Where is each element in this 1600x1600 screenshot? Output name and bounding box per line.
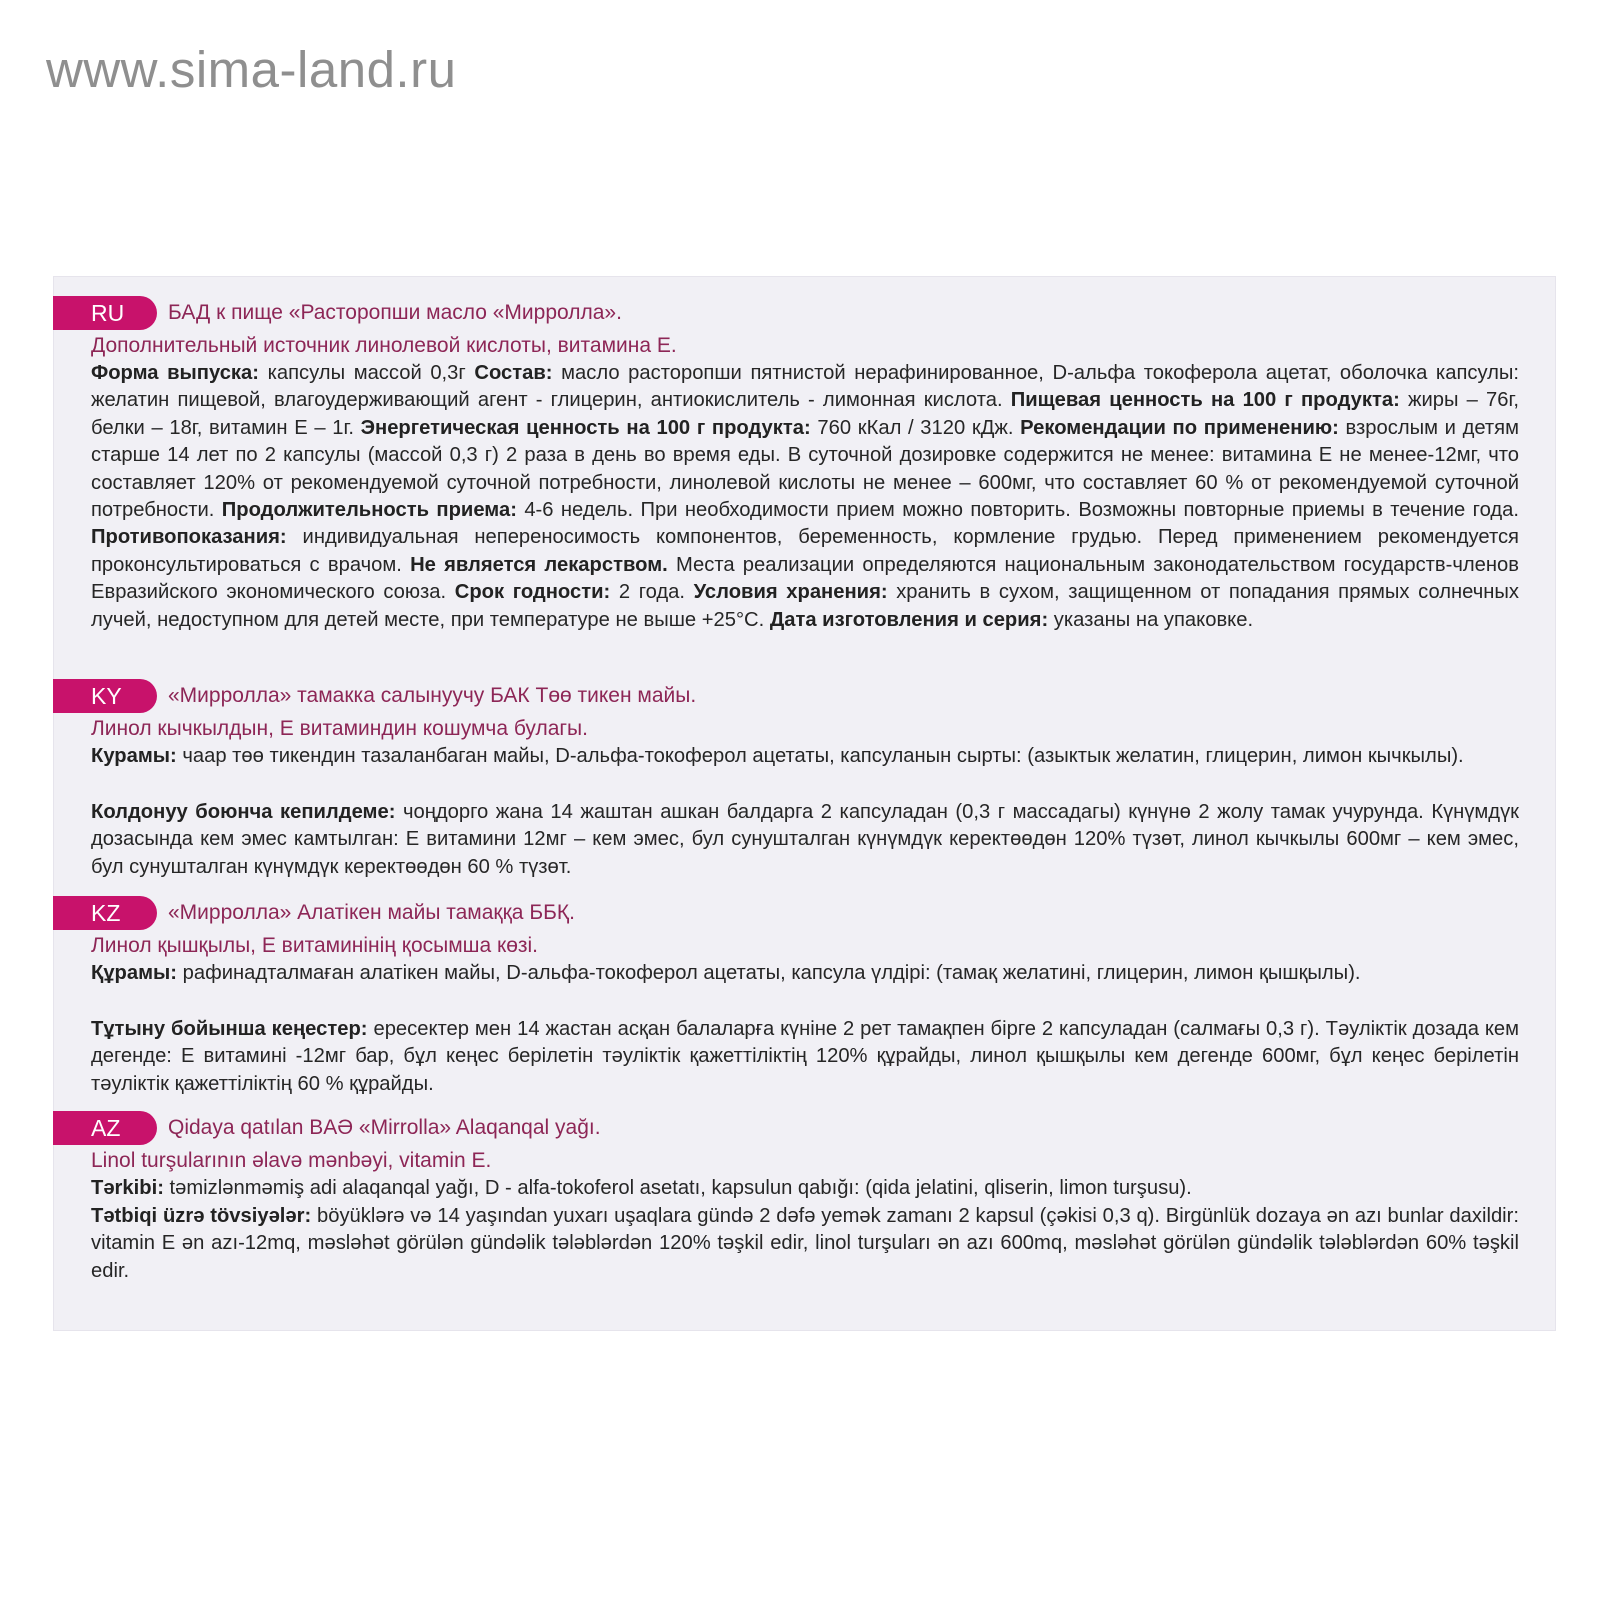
paragraph-heading: Срок годности: bbox=[454, 581, 611, 604]
paragraph-heading: Дата изготовления и серия: bbox=[769, 608, 1049, 631]
section-usage-kz bbox=[91, 1016, 1519, 1098]
section-usage-az bbox=[91, 1203, 1519, 1285]
paragraph-heading: Не является лекарством. bbox=[410, 553, 668, 576]
lang-badge-kz: KZ bbox=[53, 896, 157, 930]
section-composition-ky bbox=[91, 743, 1519, 770]
paragraph-text: 760 кКал / 3120 кДж. bbox=[810, 416, 1021, 439]
paragraph-heading: Колдонуу боюнча кепилдеме: bbox=[91, 801, 396, 823]
section-subtitle-ky: Линол кычкылдын, Е витаминдин кошумча булагы. bbox=[91, 717, 588, 740]
section-title-kz: «Мирролла» Алатікен майы тамаққа ББҚ. bbox=[168, 901, 575, 924]
section-composition-az bbox=[91, 1175, 1519, 1202]
paragraph-heading: Состав: bbox=[474, 362, 553, 384]
paragraph-text: хранить в сухом, защищенном от попадания прямых солнечных лучей, недоступном для детей месте, при температуре не выше +25°С. bbox=[91, 581, 1519, 631]
paragraph-heading: Курамы: bbox=[91, 745, 177, 767]
paragraph-heading: Тұтыну бойынша кеңестер: bbox=[91, 1018, 368, 1040]
paragraph-heading: Рекомендации по применению: bbox=[1020, 416, 1339, 439]
paragraph-heading: Противопоказания: bbox=[91, 526, 287, 549]
section-subtitle-kz: Линол қышқылы, Е витаминінің қосымша көзі. bbox=[91, 934, 539, 957]
paragraph-text: təmizlənməmiş adi alaqanqal yağı, D - alfa-tokoferol asetatı, kapsulun qabığı: (qida jelatini, qliserin, limon turşusu). bbox=[163, 1177, 1192, 1199]
paragraph-heading: Tərkibi: bbox=[91, 1177, 164, 1199]
paragraph-heading: Форма выпуска: bbox=[91, 362, 259, 384]
paragraph-text: 4-6 недель. При необходимости прием можно повторить. Возможны повторные приемы в течение года. bbox=[516, 499, 1519, 522]
paragraph-text: капсулы массой 0,3г bbox=[259, 362, 475, 384]
paragraph-heading: Энергетическая ценность на 100 г продукта: bbox=[360, 416, 811, 439]
paragraph-text: Места реализации определяются национальным законодательством государств-членов Евразийского экономического союза. bbox=[91, 553, 1519, 604]
paragraph-text: жиры – 76г, белки – 18г, витамин Е – 1г. bbox=[91, 389, 1519, 439]
paragraph-heading: Tətbiqi üzrə tövsiyələr: bbox=[91, 1205, 312, 1227]
paragraph-text: рафинадталмаған алатікен майы, D-альфа-токоферол ацетаты, капсула үлдірі: (тамақ желатині, глицерин, лимон қышқылы). bbox=[177, 962, 1361, 984]
section-composition-kz bbox=[91, 960, 1519, 987]
section-body-ru bbox=[91, 360, 1519, 634]
section-title-ru: БАД к пище «Расторопши масло «Мирролла». bbox=[168, 301, 622, 324]
paragraph-text: индивидуальная непереносимость компонентов, беременность, кормление грудью. Перед применением рекомендуется проконсультироваться с врачом. bbox=[91, 526, 1519, 576]
section-usage-ky bbox=[91, 799, 1519, 881]
lang-badge-az: AZ bbox=[53, 1111, 157, 1145]
paragraph-text: чоңдорго жана 14 жаштан ашкан балдарга 2 капсуладан (0,3 г массадагы) күнүнө 2 жолу тамак учурунда. Күнүмдүк дозасында кем эмес камтылган: Е витамини 12мг – кем эмес, бул сунушталган күнүмдүк керектөөдөн 120% түзөт, линол кычкылы 600мг – кем эмес, бул сунушталган күнүмдүк керектөөдөн 60 % түзөт. bbox=[91, 801, 1519, 878]
leaflet-panel bbox=[53, 276, 1556, 1331]
paragraph-text: ересектер мен 14 жастан асқан балаларға күніне 2 рет тамақпен бірге 2 капсуладан (салмағы 0,3 г). Тәуліктік дозада кем дегенде: Е витамині -12мг бар, бұл кеңес берілетін тәуліктік қажеттіліктің 120% құрайды, линол қышқылы кем дегенде 600мг, бұл кеңес берілетін тәуліктік қажеттіліктің 60 % құрайды. bbox=[91, 1018, 1520, 1095]
paragraph-text: 2 года. bbox=[610, 581, 694, 604]
section-subtitle-az: Linol turşularının əlavə mənbəyi, vitamin E. bbox=[91, 1149, 492, 1172]
paragraph-heading: Құрамы: bbox=[91, 962, 178, 984]
paragraph-text: böyüklərə və 14 yaşından yuxarı uşaqlara gündə 2 dəfə yemək zamanı 2 kapsul (çəkisi 0,3 q). Birgünlük dozaya ən azı bunlar daxildir: vitamin E ən azı-12mq, məsləhət görülən gündəlik tələblərdən 120% təşkil edir, linol turşuları ən azı 600mq, məsləhət görülən gündəlik tələblərdən 60% təşkil edir. bbox=[91, 1205, 1519, 1282]
paragraph-text: указаны на упаковке. bbox=[1048, 608, 1254, 631]
paragraph-heading: Пищевая ценность на 100 г продукта: bbox=[1010, 389, 1400, 412]
section-subtitle-ru: Дополнительный источник линолевой кислоты, витамина Е. bbox=[91, 334, 677, 357]
lang-badge-ru: RU bbox=[53, 296, 157, 330]
paragraph-heading: Условия хранения: bbox=[693, 581, 888, 604]
paragraph-text: масло расторопши пятнистой нерафинированное, D-альфа токоферола ацетат, оболочка капсулы: желатин пищевой, влагоудерживающий агент - глицерин, антиокислитель - лимонная кислота. bbox=[91, 362, 1520, 412]
lang-badge-ky: KY bbox=[53, 679, 157, 713]
section-title-ky: «Мирролла» тамакка салынуучу БАК Төө тикен майы. bbox=[168, 684, 697, 707]
paragraph-heading: Продолжительность приема: bbox=[221, 499, 517, 522]
watermark-url: www.sima-land.ru bbox=[46, 41, 457, 98]
paragraph-text: взрослым и детям старше 14 лет по 2 капсулы (массой 0,3 г) 2 раза в день во время еды. В суточной дозировке содержится не менее: витамина Е не менее-12мг, что составляет 120% от рекомендуемой суточной потребности, линолевой кислоты не менее – 600мг, что составляет 60 % от рекомендуемой суточной потребности. bbox=[91, 416, 1519, 522]
paragraph-text: чаар төө тикендин тазаланбаган майы, D-альфа-токоферол ацетаты, капсуланын сырты: (азыктык желатин, глицерин, лимон кычкылы). bbox=[176, 745, 1464, 767]
section-title-az: Qidaya qatılan BAƏ «Mirrolla» Alaqanqal yağı. bbox=[168, 1116, 601, 1139]
